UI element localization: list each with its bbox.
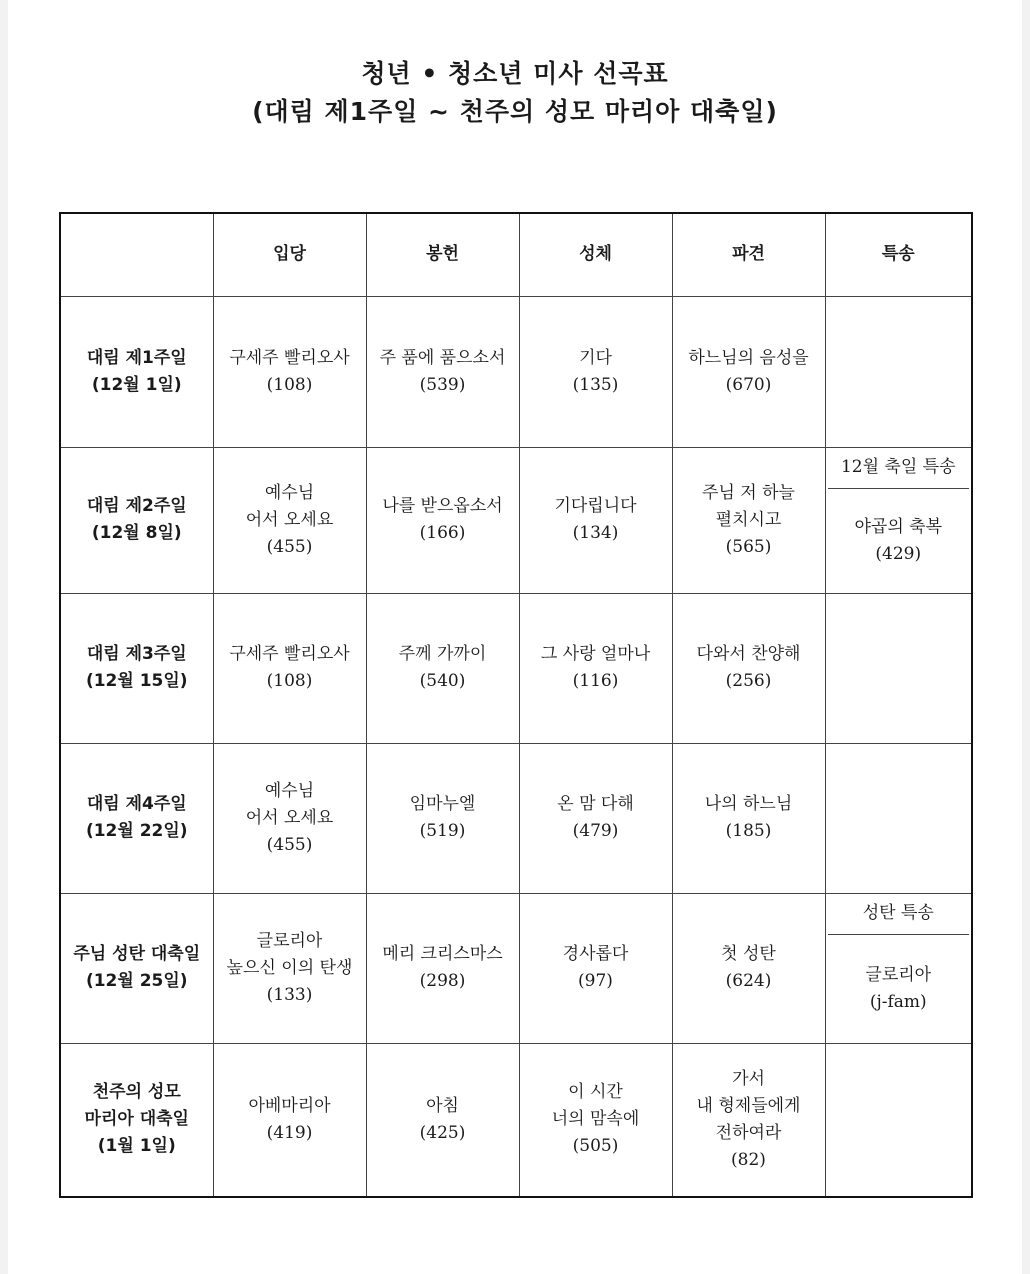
song-line: 너의 맘속에 [551, 1109, 640, 1130]
song-line: (540) [419, 671, 466, 691]
row-header-line: (12월 1일) [91, 374, 182, 395]
entrance-song-cell [213, 296, 366, 447]
row-header-line: (12월 22일) [85, 821, 188, 841]
entrance-song-cell [213, 593, 366, 743]
song-line: 온 맘 다해 [557, 794, 634, 814]
song-line: 주께 가까이 [398, 644, 487, 664]
row-header-line: 주님 성탄 대축일 [73, 944, 201, 964]
row-header-line: 대림 제1주일 [86, 347, 187, 368]
song-line: (185) [725, 821, 772, 841]
entrance-song-cell [213, 1043, 366, 1197]
song-line: 높으신 이의 탄생 [226, 957, 353, 978]
communion-song-cell [519, 743, 672, 893]
song-line: (505) [572, 1136, 619, 1157]
song-line: (455) [266, 536, 313, 557]
special-song-cell [825, 447, 972, 593]
song-line: 내 형제들에게 [696, 1095, 801, 1116]
song-line: 구세주 빨리오사 [229, 347, 350, 368]
column-header-dismissal: 파견 [672, 213, 825, 296]
row-header-line: 대림 제3주일 [86, 644, 187, 664]
song-line: 주님 저 하늘 [702, 482, 795, 503]
special-header: 12월 축일 특송 [828, 448, 970, 489]
song-line: 글로리아 [256, 930, 323, 951]
song-line: 아베마리아 [248, 1095, 331, 1116]
song-line: (565) [725, 536, 772, 557]
song-line: (419) [266, 1122, 313, 1143]
song-line: 메리 크리스마스 [382, 944, 503, 964]
song-line: (519) [419, 821, 466, 841]
song-line: (133) [266, 984, 313, 1005]
song-line: 첫 성탄 [721, 944, 776, 964]
table-row [60, 1043, 972, 1197]
table-row [60, 593, 972, 743]
song-line: (624) [725, 971, 772, 991]
communion-song-cell [519, 1043, 672, 1197]
dismissal-song-cell [672, 743, 825, 893]
song-line: 기다 [579, 347, 612, 368]
row-header-line: (12월 25일) [85, 971, 188, 991]
song-line: 전하여라 [715, 1122, 782, 1143]
header-row [60, 213, 972, 296]
row-header-line: (1월 1일) [97, 1136, 176, 1157]
song-line: 구세주 빨리오사 [229, 644, 350, 664]
song-line: 가서 [732, 1068, 765, 1089]
row-header-cell [60, 296, 213, 447]
song-line: 아침 [426, 1095, 459, 1116]
song-line: (256) [725, 671, 772, 691]
song-line: (298) [419, 971, 466, 991]
song-line: 다와서 찬양해 [696, 644, 801, 664]
column-header-entrance: 입당 [213, 213, 366, 296]
communion-song-cell [519, 593, 672, 743]
dismissal-song-cell [672, 1043, 825, 1197]
special-song-line: 글로리아 [865, 964, 932, 985]
communion-song-cell [519, 296, 672, 447]
dismissal-song-cell [672, 593, 825, 743]
song-line: (135) [572, 374, 619, 395]
song-line: 펼치시고 [715, 509, 782, 530]
special-song-line: 야곱의 축복 [854, 516, 942, 537]
song-line: 나의 하느님 [704, 794, 793, 814]
song-line: 임마누엘 [409, 794, 476, 814]
song-line: (134) [572, 523, 619, 543]
dismissal-song-cell [672, 893, 825, 1043]
song-line: 이 시간 [568, 1082, 623, 1103]
song-line: 어서 오세요 [245, 509, 334, 530]
song-line: (539) [419, 374, 466, 395]
special-song-line: (429) [875, 543, 922, 564]
row-header-cell [60, 447, 213, 593]
special-song-line: (j-fam) [869, 991, 927, 1012]
song-line: (108) [266, 374, 313, 395]
dismissal-song-cell [672, 447, 825, 593]
row-header-cell [60, 593, 213, 743]
special-song-cell [825, 296, 972, 447]
schedule-table [59, 212, 973, 1198]
song-line: 경사롭다 [562, 944, 629, 964]
song-line: 주 품에 품으소서 [379, 347, 506, 368]
offertory-song-cell [366, 1043, 519, 1197]
row-header-line: (12월 8일) [91, 523, 182, 543]
song-line: (670) [725, 374, 772, 395]
table-row [60, 893, 972, 1043]
song-line: (116) [572, 671, 619, 691]
title-block [0, 55, 1030, 131]
dismissal-song-cell [672, 296, 825, 447]
song-line: (455) [266, 834, 313, 855]
communion-song-cell [519, 893, 672, 1043]
song-line: 나를 받으옵소서 [382, 496, 503, 516]
table-row [60, 743, 972, 893]
entrance-song-cell [213, 893, 366, 1043]
communion-song-cell [519, 447, 672, 593]
special-song-cell [825, 893, 972, 1043]
row-header-cell [60, 893, 213, 1043]
song-line: (425) [419, 1122, 466, 1143]
column-header-offertory: 봉헌 [366, 213, 519, 296]
special-song-cell [825, 593, 972, 743]
offertory-song-cell [366, 447, 519, 593]
row-header-cell [60, 1043, 213, 1197]
row-header-line: (12월 15일) [85, 671, 188, 691]
song-line: 예수님 [264, 482, 315, 503]
special-song [828, 935, 970, 1043]
song-line: (166) [419, 523, 466, 543]
offertory-song-cell [366, 593, 519, 743]
offertory-song-cell [366, 893, 519, 1043]
song-line: (479) [572, 821, 619, 841]
row-header-line: 대림 제2주일 [86, 496, 187, 516]
song-line: 어서 오세요 [245, 807, 334, 828]
document-subtitle: (대림 제1주일 ~ 천주의 성모 마리아 대축일) [252, 97, 778, 126]
song-line: (97) [578, 971, 613, 991]
song-line: (82) [731, 1149, 766, 1170]
row-header-line: 대림 제4주일 [86, 794, 187, 814]
entrance-song-cell [213, 447, 366, 593]
row-header-cell [60, 743, 213, 893]
offertory-song-cell [366, 743, 519, 893]
document-title: 청년 • 청소년 미사 선곡표 [361, 59, 669, 88]
song-line: 그 사랑 얼마나 [540, 644, 651, 664]
song-line: 기다립니다 [554, 496, 637, 516]
special-song [828, 489, 970, 593]
row-header-line: 천주의 성모 [92, 1082, 181, 1103]
column-header-communion: 성체 [519, 213, 672, 296]
song-line: (108) [266, 671, 313, 691]
corner-cell [60, 213, 213, 296]
song-line: 예수님 [264, 780, 315, 801]
offertory-song-cell [366, 296, 519, 447]
table-row [60, 447, 972, 593]
entrance-song-cell [213, 743, 366, 893]
row-header-line: 마리아 대축일 [84, 1109, 189, 1130]
special-song-cell [825, 743, 972, 893]
column-header-special: 특송 [825, 213, 972, 296]
table-row [60, 296, 972, 447]
special-header: 성탄 특송 [828, 894, 970, 935]
special-song-cell [825, 1043, 972, 1197]
song-line: 하느님의 음성을 [688, 347, 809, 368]
